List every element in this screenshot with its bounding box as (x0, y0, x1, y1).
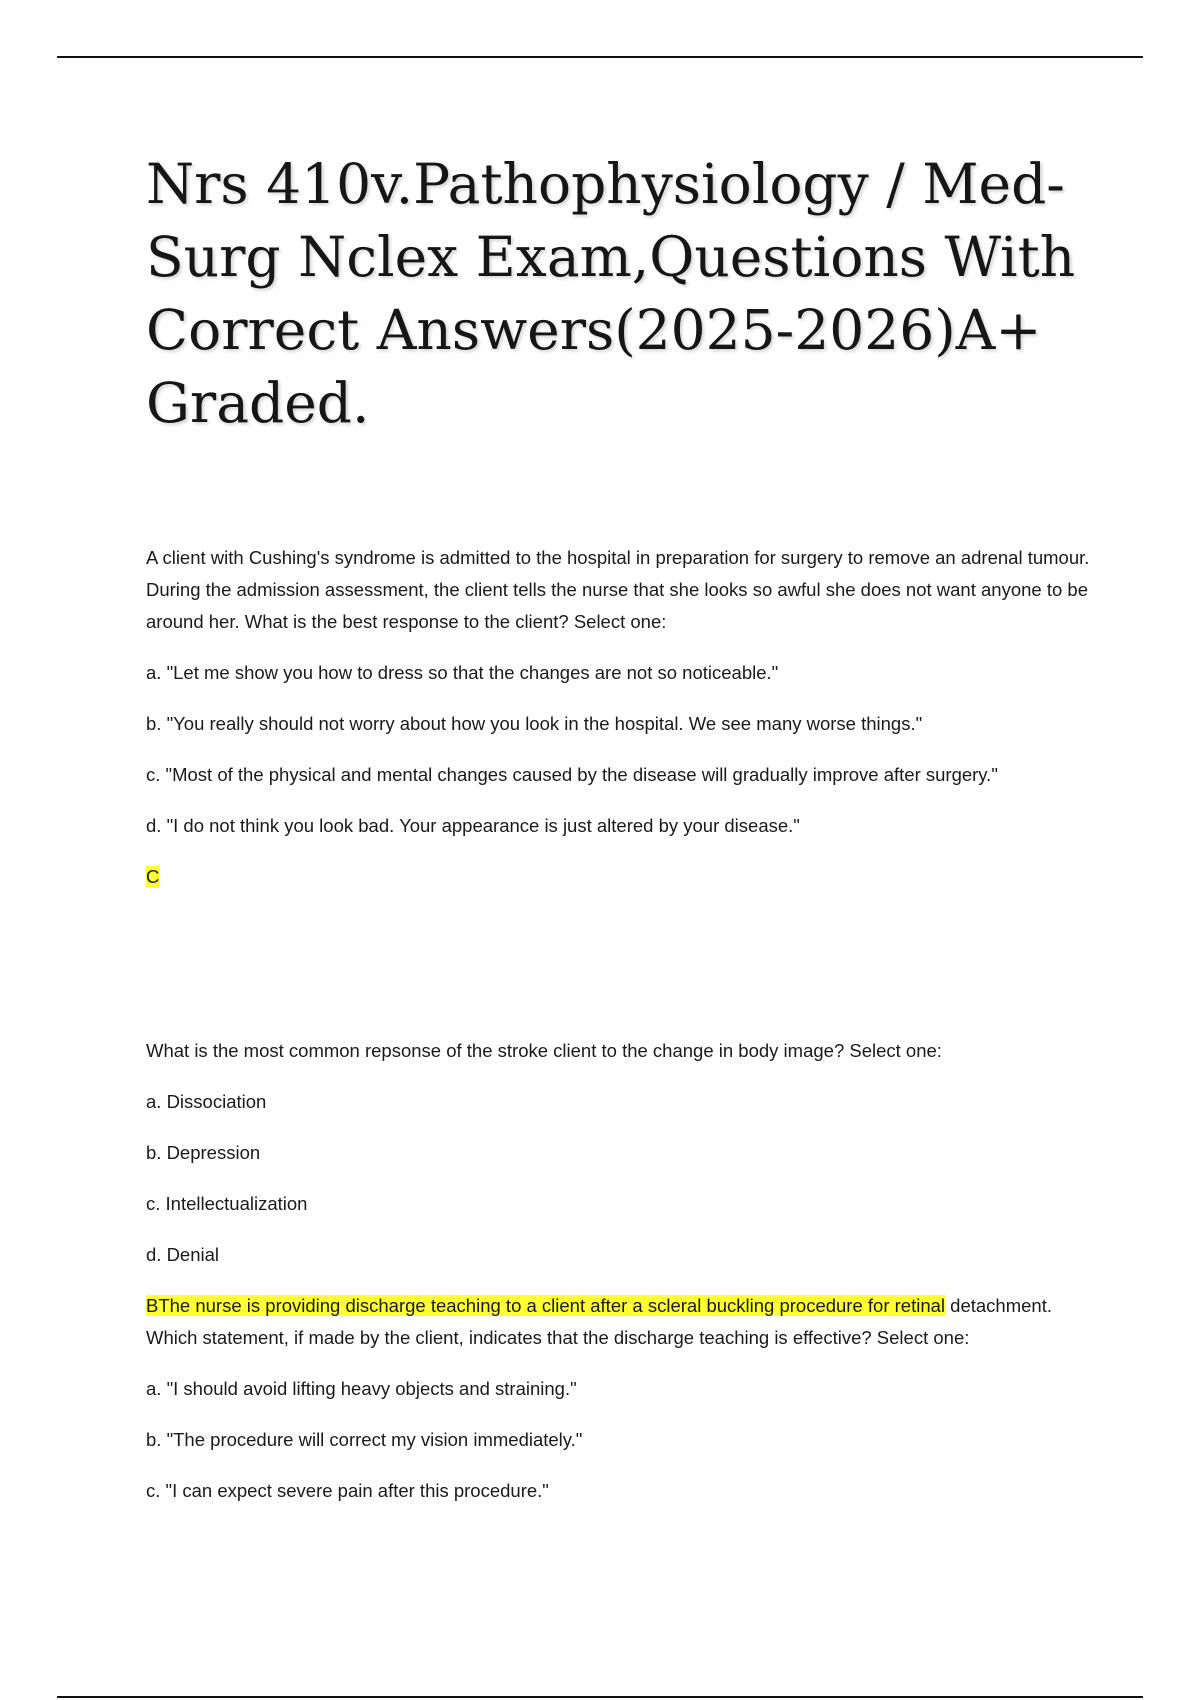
option-d: d. Denial (146, 1244, 220, 1265)
question-3-stem (146, 1290, 1096, 1354)
option-d: d. "I do not think you look bad. Your appearance is just altered by your disease." (146, 815, 800, 836)
bottom-rule (57, 1696, 1143, 1698)
question-stem: A client with Cushing's syndrome is admitted to the hospital in preparation for surgery to remove an adrenal tumour. During the admission assessment, the client tells the nurse that she looks so awful she does not want anyone to be around her. What is the best response to the client? Select one: (146, 547, 1090, 632)
option-a: a. "Let me show you how to dress so that the changes are not so noticeable." (146, 662, 779, 683)
question-2 (146, 1035, 1096, 1507)
option-c: c. "Most of the physical and mental changes caused by the disease will gradually improve after surgery." (146, 764, 998, 785)
answer-line (146, 861, 1096, 893)
option-a: a. Dissociation (146, 1091, 267, 1112)
option-a: a. "I should avoid lifting heavy objects and straining." (146, 1378, 577, 1399)
option-c: c. Intellectualization (146, 1193, 308, 1214)
page-title: Nrs 410v.Pathophysiology / Med-Surg Nclex Exam,Questions With Correct Answers(2025-2026)A+ Graded. (146, 152, 1076, 435)
question-stem-rest: detachment. Which statement, if made by the client, indicates that the discharge teaching is effective? Select one: (146, 1295, 1052, 1348)
option-b: b. "You really should not worry about how you look in the hospital. We see many worse things." (146, 713, 923, 734)
option-b: b. "The procedure will correct my vision immediately." (146, 1429, 583, 1450)
option-b: b. Depression (146, 1142, 261, 1163)
top-rule (57, 56, 1143, 58)
question-stem: What is the most common repsonse of the stroke client to the change in body image? Select one: (146, 1040, 942, 1061)
highlighted-answer: C (146, 866, 160, 887)
question-1 (146, 542, 1096, 893)
document-content (146, 148, 1096, 1507)
option-c: c. "I can expect severe pain after this procedure." (146, 1480, 549, 1501)
highlighted-answer-and-stem: BThe nurse is providing discharge teaching to a client after a scleral buckling procedure for retinal (146, 1295, 946, 1316)
